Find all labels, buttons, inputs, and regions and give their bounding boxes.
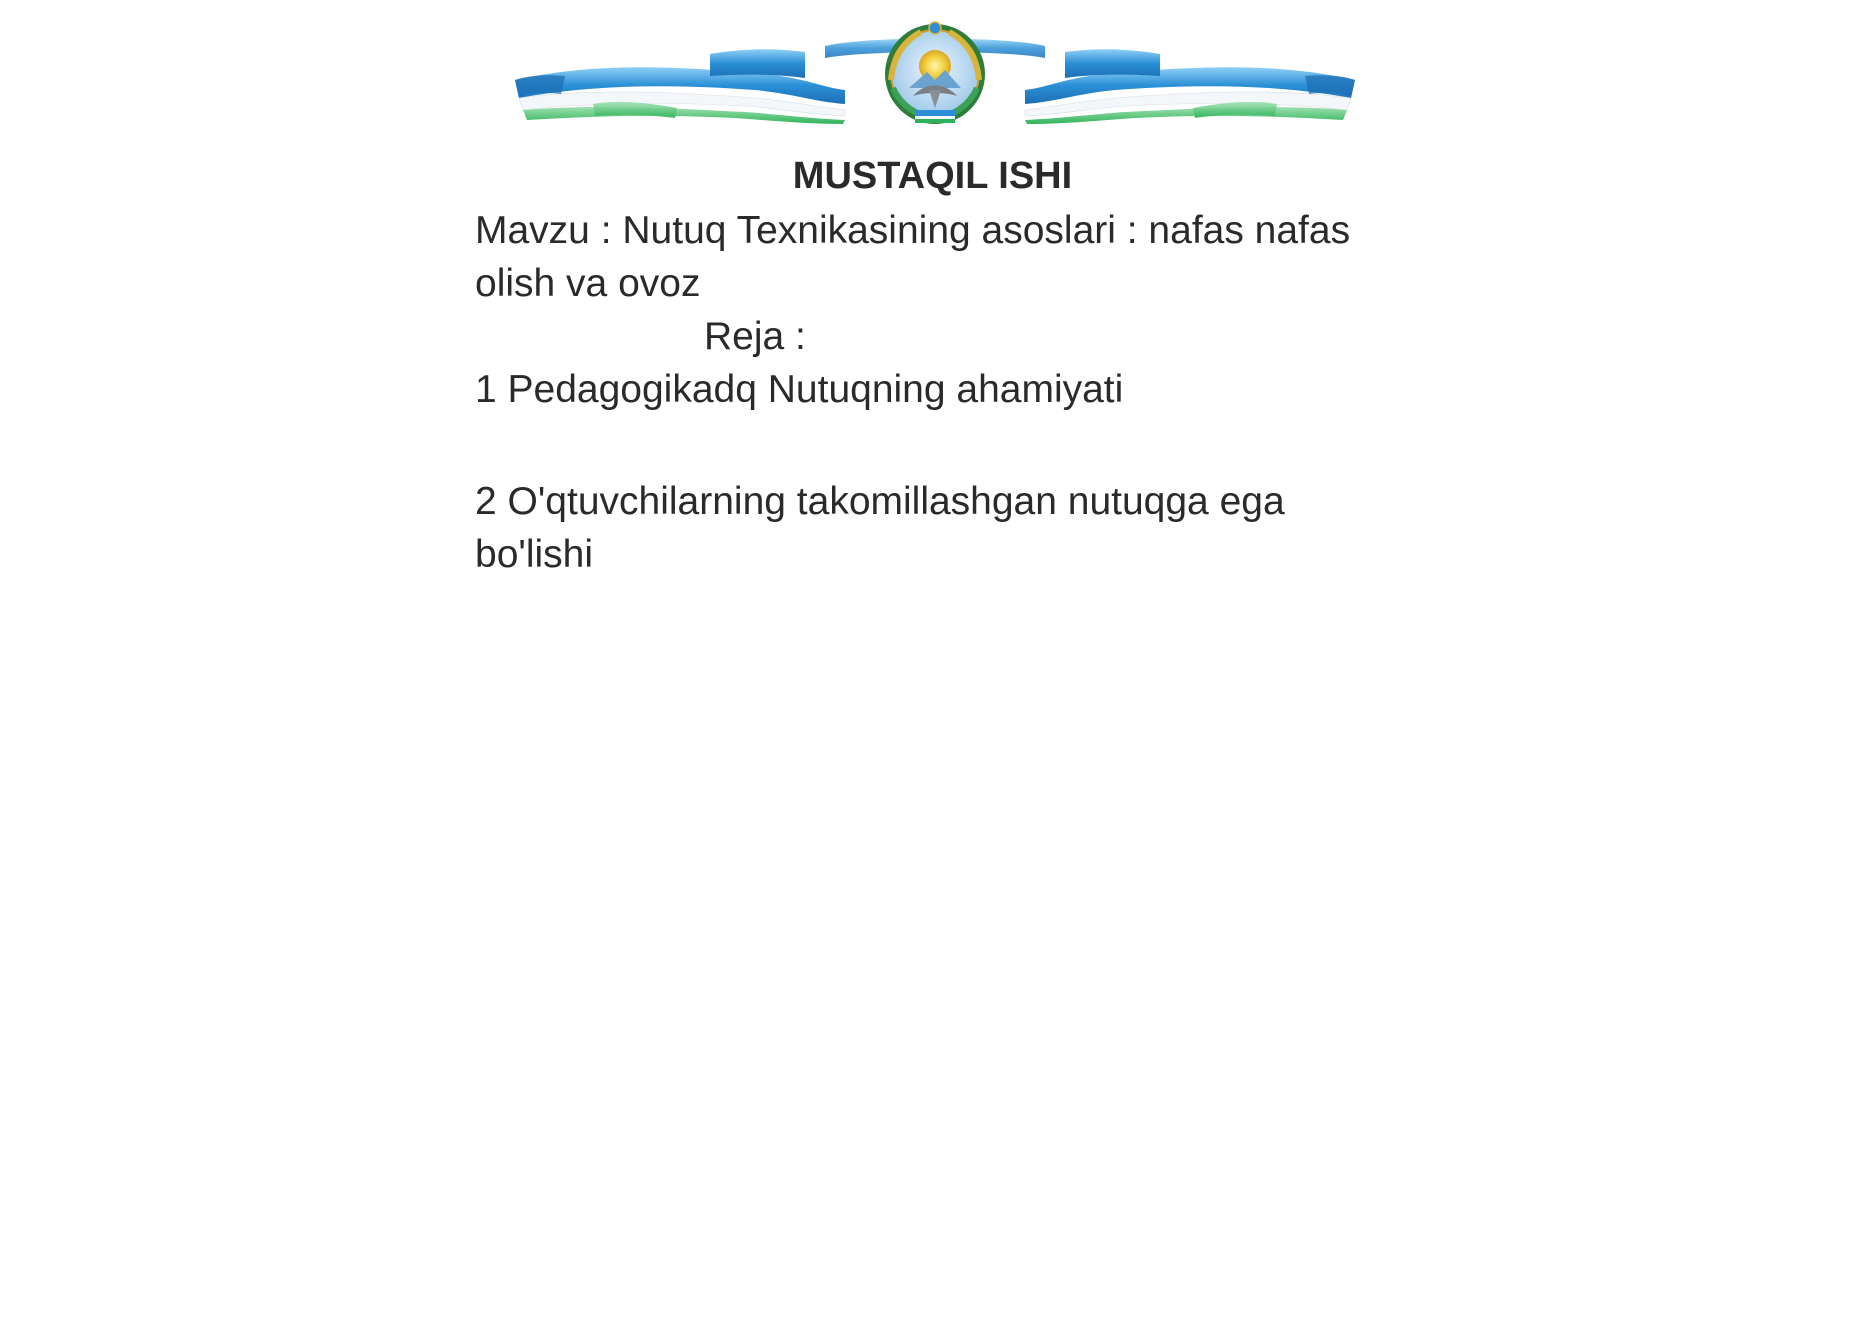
plan-heading: Reja : <box>704 315 806 358</box>
state-emblem-ribbon-banner <box>505 18 1365 128</box>
topic-line: Mavzu : Nutuq Texnikasining asoslari : nafas nafas olish va ovoz <box>475 209 1351 305</box>
plan-item: 2 O'qtuvchilarning takomillashgan nutuqga ega bo'lishi <box>475 480 1285 576</box>
emblem-icon <box>885 22 985 124</box>
right-ribbon <box>1025 49 1355 124</box>
document-title: MUSTAQIL ISHI <box>792 155 1073 197</box>
document-content <box>475 150 1380 581</box>
left-ribbon <box>515 49 845 124</box>
plan-item: 1 Pedagogikadq Nutuqning ahamiyati <box>475 368 1124 411</box>
